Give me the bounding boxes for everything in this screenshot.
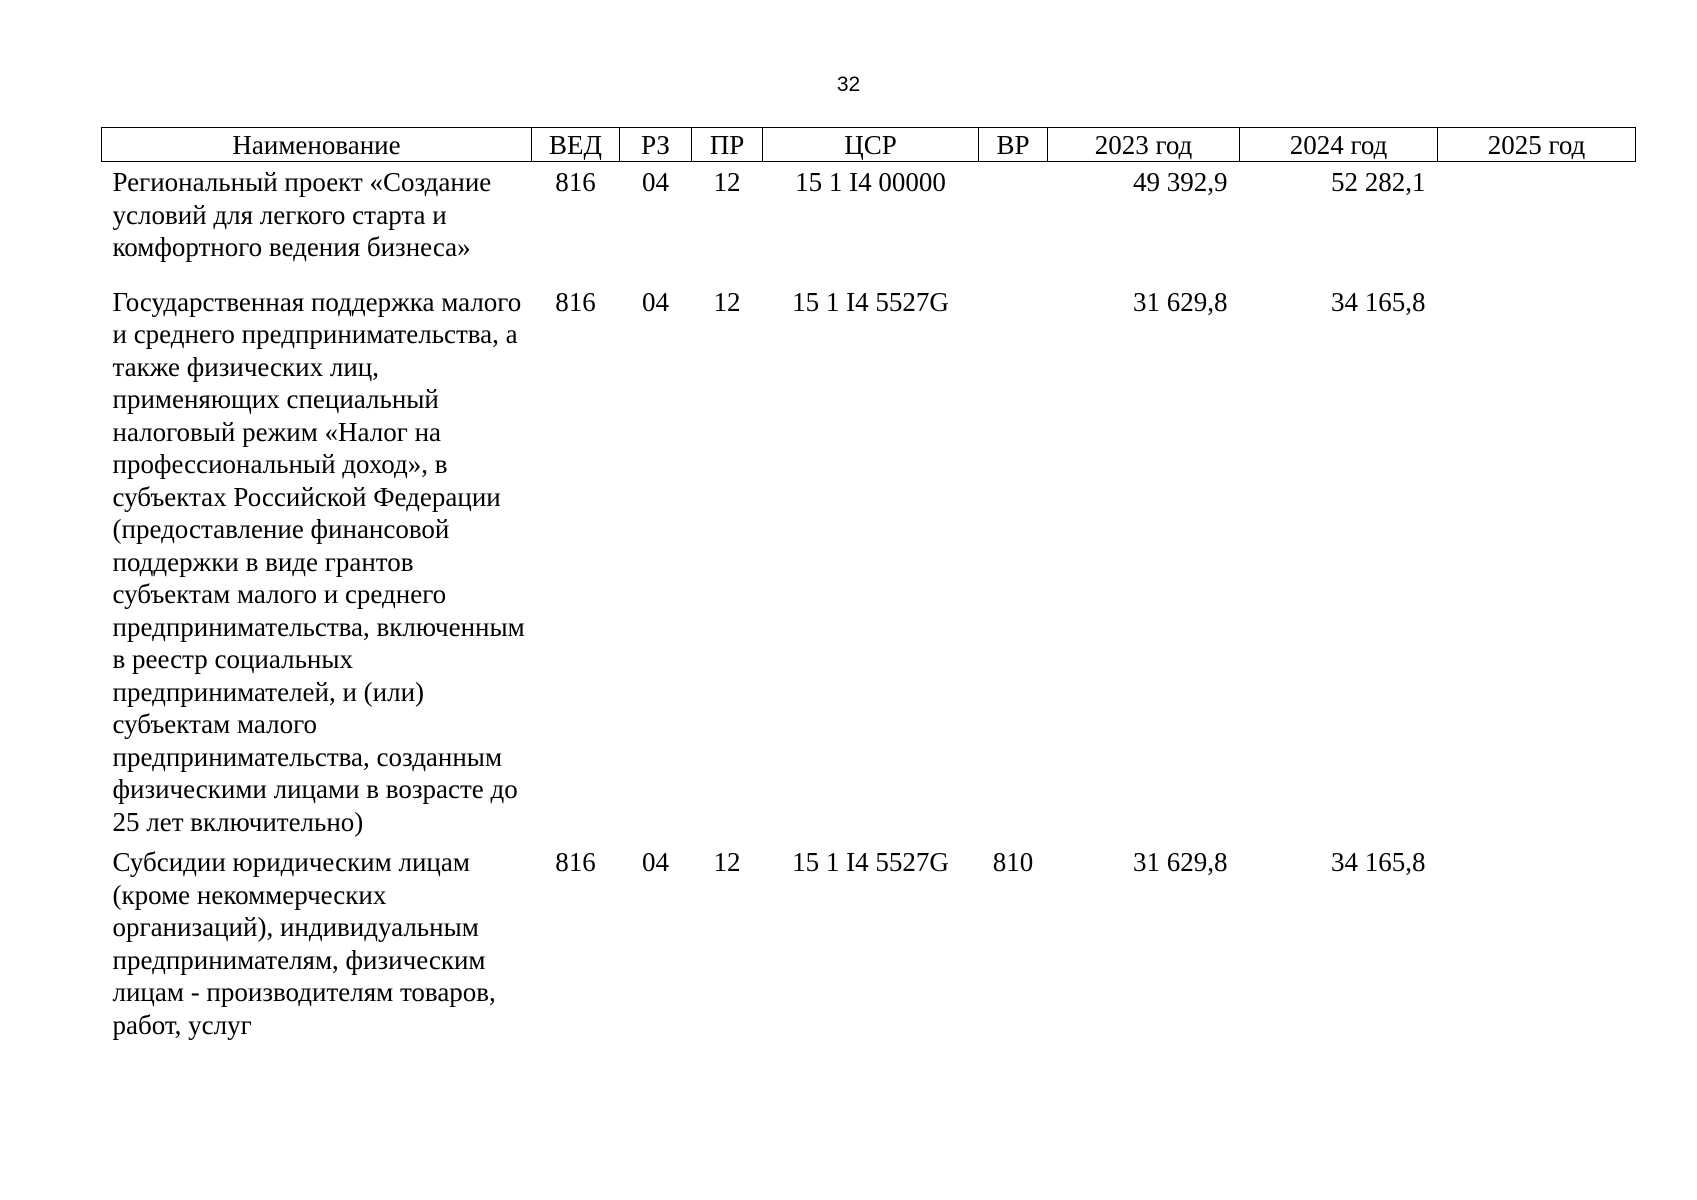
table-body [102,162,1636,1042]
row-name [102,846,532,1041]
row-pr: 12 [713,286,741,317]
row-pr: 12 [713,847,741,877]
row-csr: 15 1 I4 00000 [795,167,946,197]
row-2024: 34 165,8 [1331,286,1426,317]
header-2025: 2025 год [1438,128,1636,162]
row-rz: 04 [642,847,669,877]
row-rz: 04 [642,167,669,197]
row-2024: 34 165,8 [1331,847,1426,877]
row-csr: 15 1 I4 5527G [792,286,949,317]
header-rz: РЗ [620,128,692,162]
row-2025 [1438,286,1636,847]
table-row [102,846,1636,1041]
row-name [102,286,532,847]
row-pr: 12 [713,167,741,197]
header-name: Наименование [102,128,532,162]
row-vr [979,286,1048,847]
header-2023: 2023 год [1048,128,1240,162]
row-vr [979,162,1048,286]
row-2024: 52 282,1 [1331,167,1426,197]
row-name-text: Региональный проект «Создание условий для легкого старта и комфортного ведения бизнеса» [112,167,492,262]
table-header [102,128,1636,162]
row-2025 [1438,162,1636,286]
table-row [102,162,1636,286]
row-2025 [1438,846,1636,1041]
row-name-text: Субсидии юридическим лицам (кроме некоммерческих организаций), индивидуальным предпринимателям, физическим лицам - производителям товаров, работ, услуг [112,847,496,1040]
row-vr: 810 [992,847,1034,877]
header-row [102,128,1636,162]
row-ved: 816 [555,286,596,317]
header-2024: 2024 год [1240,128,1438,162]
page-number: 32 [836,73,861,96]
header-ved: ВЕД [532,128,620,162]
row-name-text: Государственная поддержка малого и среднего предпринимательства, а также физических лиц, применяющих специальный налоговый режим «Налог на профессиональный доход», в субъектах Российской Федерации (предоставление финансовой поддержки в виде грантов субъектам малого и среднего предпринимательства, включенным в реестр социальных предпринимателей, и (или) субъектам малого предпринимательства, созданным физическими лицами в возрасте до 25 лет включительно) [112,286,525,837]
row-2023: 31 629,8 [1133,847,1228,877]
row-csr: 15 1 I4 5527G [792,847,949,877]
header-csr: ЦСР [763,128,979,162]
row-2023: 49 392,9 [1133,167,1228,197]
row-name [102,162,532,286]
row-2023: 31 629,8 [1133,286,1228,317]
header-pr: ПР [692,128,763,162]
header-vr: ВР [979,128,1048,162]
row-rz: 04 [642,286,669,317]
table-row [102,286,1636,847]
row-ved: 816 [555,847,596,877]
budget-table [101,127,1636,1041]
row-ved: 816 [555,167,596,197]
